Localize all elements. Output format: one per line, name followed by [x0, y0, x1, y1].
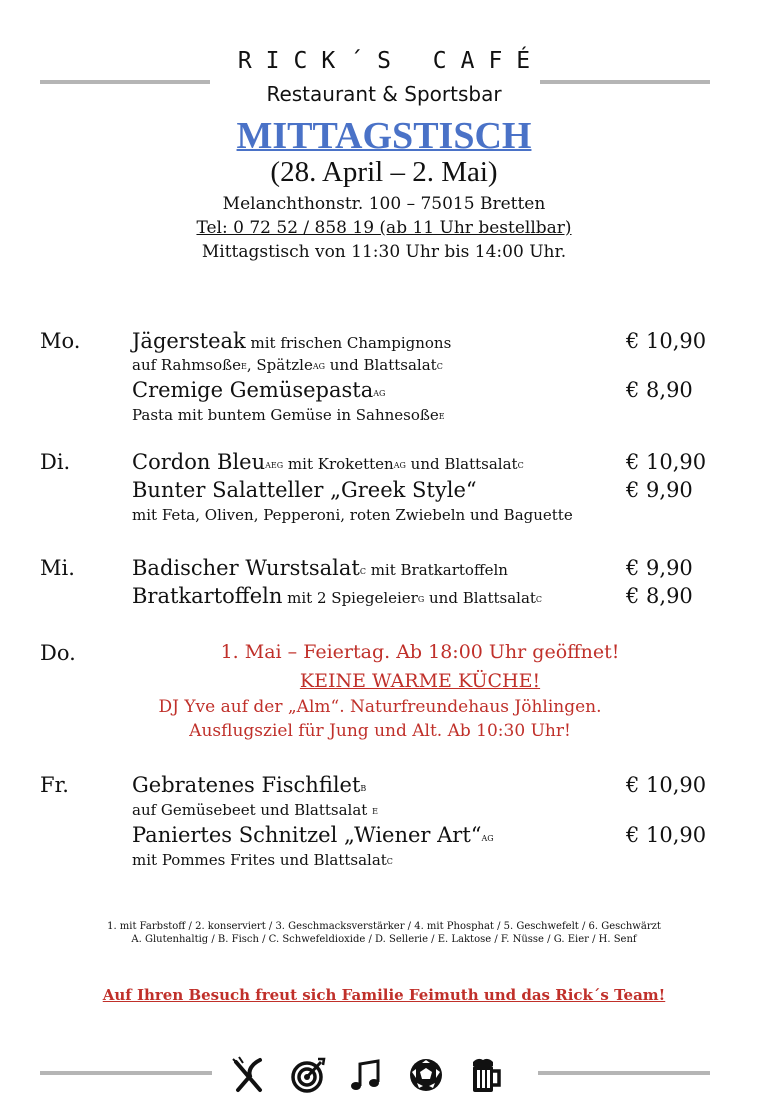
- beer-mug-icon: [468, 1056, 502, 1094]
- phone: Tel: 0 72 52 / 858 19 (ab 11 Uhr bestellbar): [196, 218, 572, 238]
- dish-mo-1: Jägersteak mit frischen Champignons: [132, 329, 452, 353]
- dish-di-1: Cordon BleuAEG mit KrokettenAG und BlattsalatC: [132, 450, 524, 474]
- bottom-rule-left: [40, 1071, 212, 1075]
- brand-name: RICK´S CAFÉ: [237, 48, 545, 74]
- dish-mo-2: Cremige GemüsepastaAG: [132, 378, 386, 402]
- no-warm-kitchen: KEINE WARME KÜCHE!: [299, 670, 541, 692]
- day-label-di: Di.: [40, 450, 71, 474]
- soccer-ball-icon: [408, 1056, 444, 1094]
- event-details: Ausflugsziel für Jung und Alt. Ab 10:30 Uhr!: [189, 721, 571, 741]
- footnote-allergens: A. Glutenhaltig / B. Fisch / C. Schwefeldioxide / D. Sellerie / E. Laktose / F. Nüsse / G. Eier / H. Senf: [131, 934, 637, 945]
- music-note-icon: [350, 1056, 384, 1094]
- dish-fr-2: Paniertes Schnitzel „Wiener Art“AG: [132, 823, 494, 847]
- date-range: (28. April – 2. Mai): [270, 156, 498, 188]
- price-mi-1: € 9,90: [626, 556, 693, 580]
- event-notice: DJ Yve auf der „Alm“. Naturfreundehaus Jöhlingen.: [158, 697, 602, 717]
- dish-fr-1-description: auf Gemüsebeet und Blattsalat E: [132, 801, 378, 819]
- price-di-1: € 10,90: [626, 450, 707, 474]
- holiday-notice: 1. Mai – Feiertag. Ab 18:00 Uhr geöffnet!: [220, 641, 620, 663]
- closing-message: Auf Ihren Besuch freut sich Familie Feimuth und das Rick´s Team!: [102, 986, 666, 1004]
- cutlery-icon: [230, 1056, 266, 1094]
- price-fr-2: € 10,90: [626, 823, 707, 847]
- lunch-hours: Mittagstisch von 11:30 Uhr bis 14:00 Uhr.: [201, 242, 567, 262]
- day-label-fr: Fr.: [40, 773, 69, 797]
- dish-di-2-description: mit Feta, Oliven, Pepperoni, roten Zwiebeln und Baguette: [132, 506, 573, 524]
- dish-mo-1-description: auf RahmsoßeE, SpätzleAG und BlattsalatC: [132, 356, 443, 374]
- dish-mi-2: Bratkartoffeln mit 2 SpiegeleierG und BlattsalatC: [132, 584, 543, 608]
- day-label-mo: Mo.: [40, 329, 81, 353]
- price-mo-1: € 10,90: [626, 329, 707, 353]
- brand-subtitle: Restaurant & Sportsbar: [266, 82, 502, 106]
- dish-di-2: Bunter Salatteller „Greek Style“: [132, 478, 477, 502]
- target-icon: [290, 1056, 326, 1094]
- bottom-rule-right: [538, 1071, 710, 1075]
- page-title: MITTAGSTISCH: [236, 115, 532, 157]
- day-label-mi: Mi.: [40, 556, 75, 580]
- dish-fr-2-description: mit Pommes Frites und BlattsalatC: [132, 851, 393, 869]
- dish-mi-1: Badischer WurstsalatC mit Bratkartoffeln: [132, 556, 508, 580]
- price-mi-2: € 8,90: [626, 584, 693, 608]
- price-fr-1: € 10,90: [626, 773, 707, 797]
- dish-fr-1: Gebratenes FischfiletB: [132, 773, 367, 797]
- dish-mo-2-description: Pasta mit buntem Gemüse in SahnesoßeE: [132, 406, 445, 424]
- footer-icons: [230, 1053, 502, 1097]
- day-label-do: Do.: [40, 641, 76, 665]
- price-mo-2: € 8,90: [626, 378, 693, 402]
- footnote-additives: 1. mit Farbstoff / 2. konserviert / 3. Geschmacksverstärker / 4. mit Phosphat / 5. Geschwefelt / 6. Geschwärzt: [107, 921, 661, 932]
- address: Melanchthonstr. 100 – 75015 Bretten: [222, 194, 546, 214]
- price-di-2: € 9,90: [626, 478, 693, 502]
